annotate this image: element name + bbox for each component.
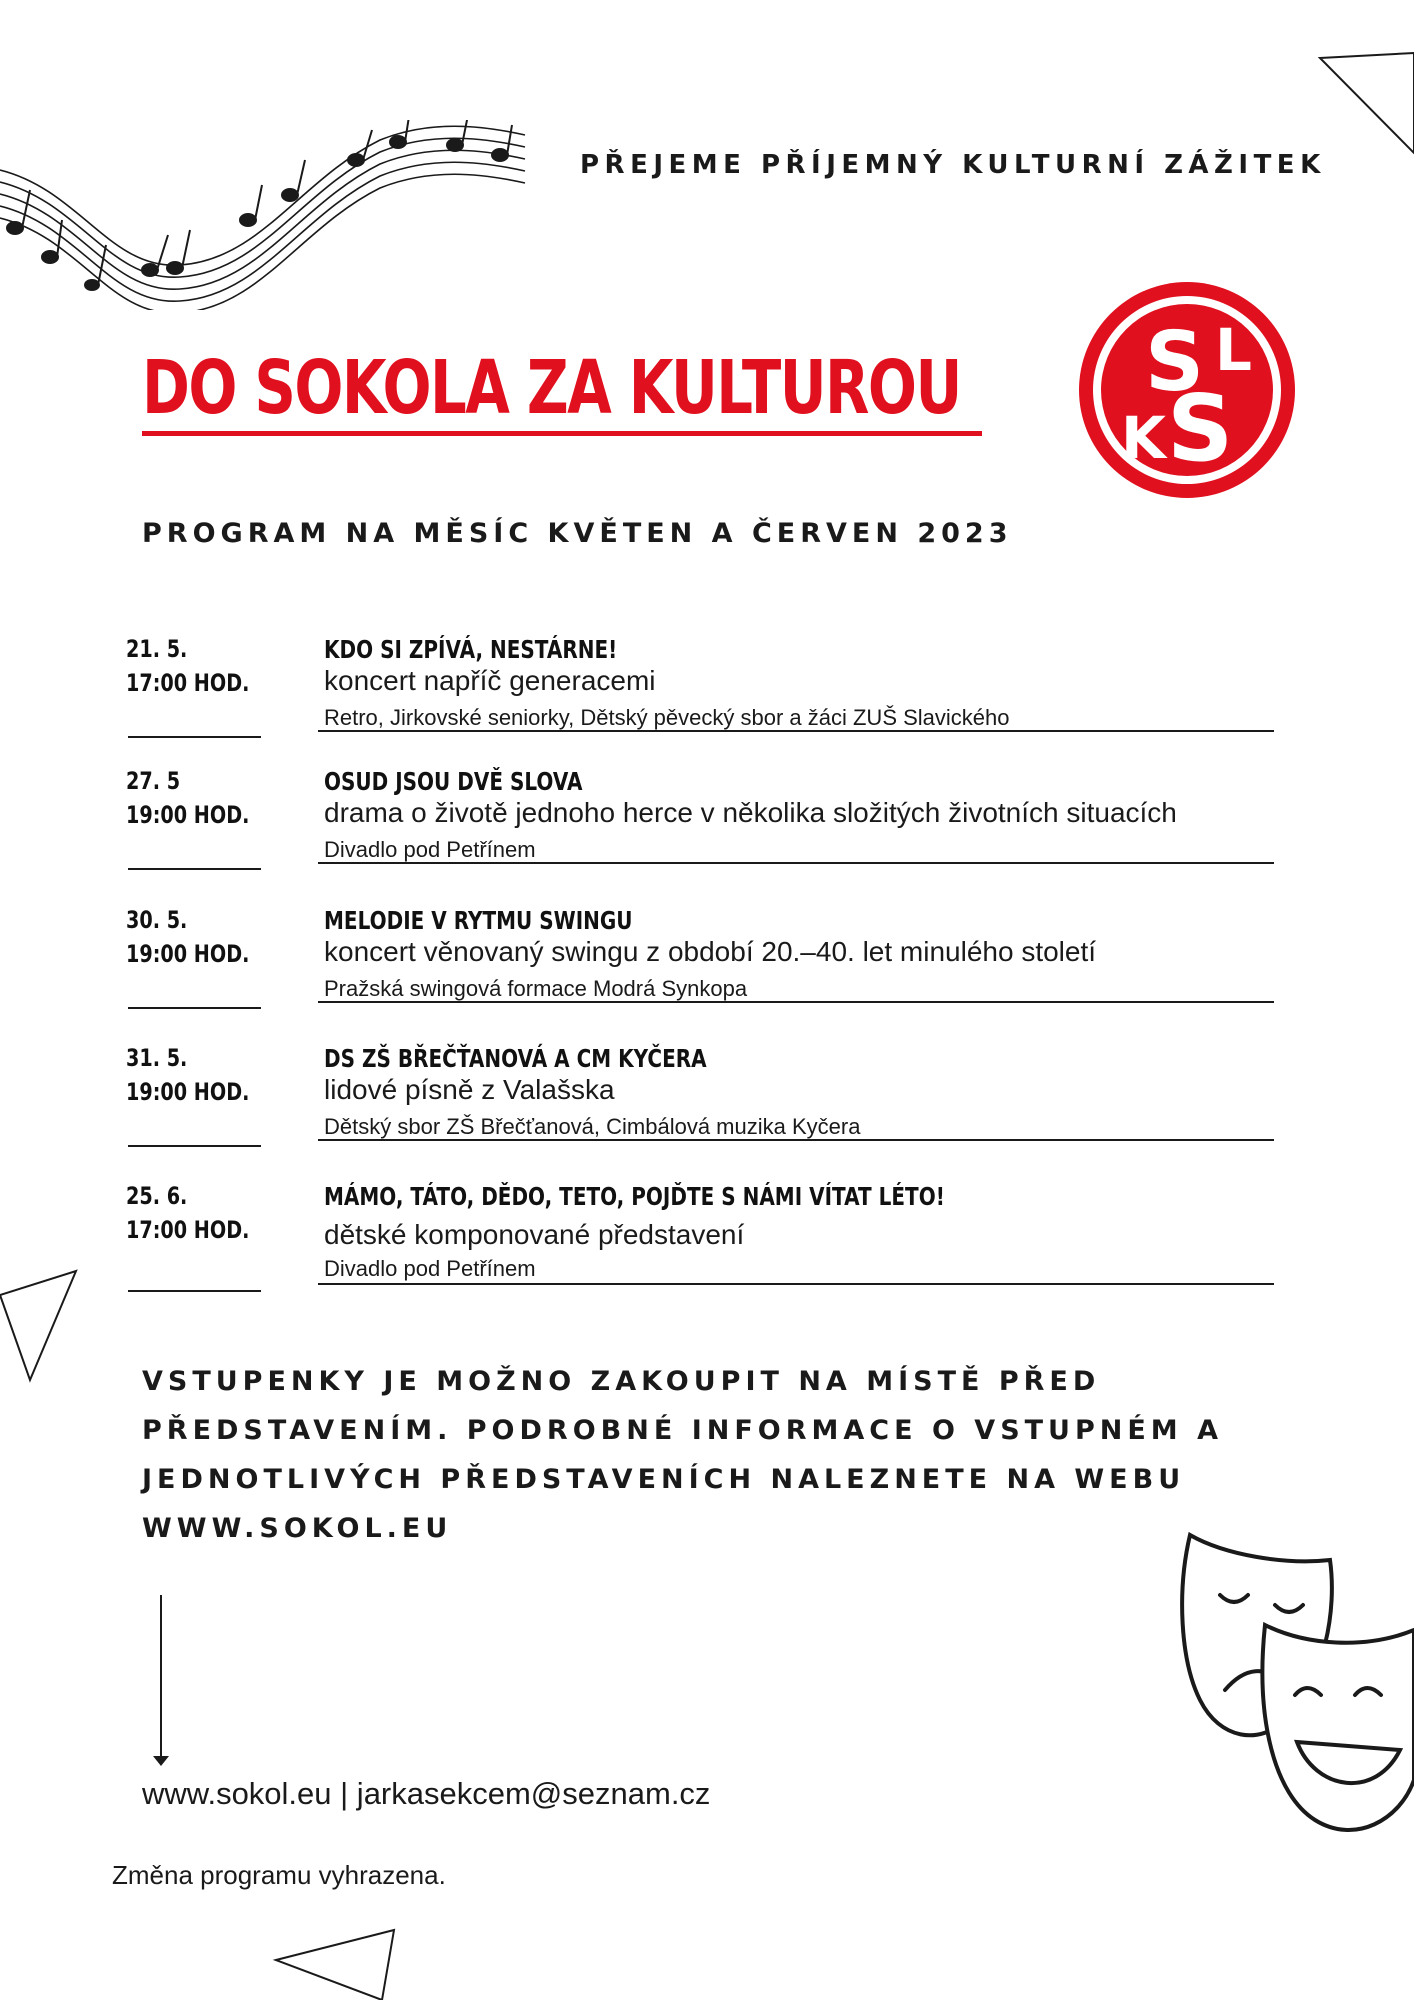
divider: [318, 1001, 1274, 1003]
svg-text:S: S: [1145, 315, 1205, 410]
event-date: 21. 5.: [126, 635, 188, 663]
event-performers: Pražská swingová formace Modrá Synkopa: [324, 976, 748, 1001]
event-performers: Dětský sbor ZŠ Břečťanová, Cimbálová muzika Kyčera: [324, 1114, 861, 1139]
info-line: PŘEDSTAVENÍM. PODROBNÉ INFORMACE O VSTUPNÉM A: [142, 1415, 1223, 1446]
event-performers: Retro, Jirkovské seniorky, Dětský pěvecký sbor a žáci ZUŠ Slavického: [324, 705, 1010, 730]
triangle-icon: [1310, 48, 1414, 158]
event-description: koncert věnovaný swingu z období 20.–40. let minulého století: [324, 936, 1097, 967]
event-title: OSUD JSOU DVĚ SLOVA: [324, 767, 583, 796]
event-description: dětské komponované představení: [324, 1219, 745, 1250]
event-description: drama o životě jednoho herce v několika složitých životních situacích: [324, 797, 1177, 828]
event-title: MÁMO, TÁTO, DĚDO, TETO, POJĎTE S NÁMI VÍTAT LÉTO!: [324, 1182, 945, 1211]
divider: [128, 1290, 261, 1292]
info-line: WWW.SOKOL.EU: [142, 1513, 453, 1544]
event-time: 17:00 HOD.: [126, 1216, 250, 1244]
event-description: lidové písně z Valašska: [324, 1074, 615, 1105]
page-title: DO SOKOLA ZA KULTUROU: [142, 345, 961, 431]
event-time: 19:00 HOD.: [126, 940, 250, 968]
svg-text:L: L: [1215, 316, 1252, 384]
divider: [318, 1283, 1274, 1285]
event-performers: Divadlo pod Petřínem: [324, 1256, 536, 1281]
info-line: VSTUPENKY JE MOŽNO ZAKOUPIT NA MÍSTĚ PŘED: [142, 1366, 1101, 1397]
event-row: [0, 635, 1414, 765]
event-time: 19:00 HOD.: [126, 801, 250, 829]
title-underline: [142, 431, 982, 436]
music-staff-icon: [0, 120, 540, 310]
down-arrow-icon: [153, 1756, 169, 1766]
divider: [128, 868, 261, 870]
divider: [128, 1145, 261, 1147]
event-title: KDO SI ZPÍVÁ, NESTÁRNE!: [324, 635, 618, 664]
event-date: 27. 5: [126, 767, 181, 795]
sokol-logo: [1075, 280, 1300, 500]
divider: [318, 1139, 1274, 1141]
event-row: [0, 1182, 1414, 1312]
svg-text:K: K: [1121, 404, 1166, 472]
event-row: [0, 767, 1414, 897]
event-title: MELODIE V RYTMU SWINGU: [324, 906, 633, 935]
event-date: 31. 5.: [126, 1044, 188, 1072]
event-description: koncert napříč generacemi: [324, 665, 656, 696]
divider: [318, 862, 1274, 864]
divider: [128, 1007, 261, 1009]
info-line: JEDNOTLIVÝCH PŘEDSTAVENÍCH NALEZNETE NA WEBU: [142, 1464, 1186, 1495]
ticket-info: [142, 1357, 1223, 1553]
event-time: 17:00 HOD.: [126, 669, 250, 697]
tagline: PŘEJEME PŘÍJEMNÝ KULTURNÍ ZÁŽITEK: [580, 150, 1326, 180]
divider: [128, 736, 261, 738]
divider: [318, 730, 1274, 732]
contact-info: www.sokol.eu | jarkasekcem@seznam.cz: [142, 1776, 711, 1811]
event-date: 30. 5.: [126, 906, 188, 934]
program-subtitle: PROGRAM NA MĚSÍC KVĚTEN A ČERVEN 2023: [142, 518, 1013, 549]
triangle-icon: [272, 1920, 402, 2000]
arrow-line: [160, 1595, 162, 1760]
program-change-note: Změna programu vyhrazena.: [112, 1860, 446, 1890]
event-row: [0, 1044, 1414, 1174]
theater-masks-icon: [1165, 1530, 1414, 1840]
event-performers: Divadlo pod Petřínem: [324, 837, 536, 862]
event-date: 25. 6.: [126, 1182, 188, 1210]
event-time: 19:00 HOD.: [126, 1078, 250, 1106]
event-title: DS ZŠ BŘEČŤANOVÁ A CM KYČERA: [324, 1044, 707, 1073]
event-row: [0, 906, 1414, 1036]
svg-text:S: S: [1167, 375, 1234, 482]
